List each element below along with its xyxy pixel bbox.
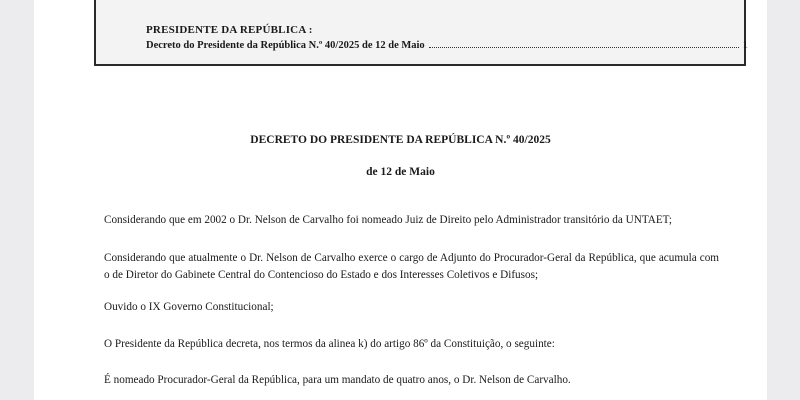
paragraph-considerando-2: Considerando que atualmente o Dr. Nelson de Carvalho exerce o cargo de Adjunto do Procurador-Geral da República, que acumula com o de Diretor do Gabinete Central do Contencioso do Estado e dos Interesses Coletivos e Difusos;: [104, 252, 719, 281]
summary-heading: PRESIDENTE DA REPÚBLICA :: [146, 24, 313, 36]
paragraph-considerando-1: Considerando que em 2002 o Dr. Nelson de Carvalho foi nomeado Juiz de Direito pelo Administrador transitório da UNTAET;: [104, 214, 672, 226]
decree-date: de 12 de Maio: [366, 166, 435, 178]
summary-entry[interactable]: [146, 40, 748, 51]
decree-title: DECRETO DO PRESIDENTE DA REPÚBLICA N.º 40/2025: [250, 134, 551, 146]
paragraph-ouvido: Ouvido o IX Governo Constitucional;: [104, 301, 274, 313]
summary-entry-text: Decreto do Presidente da República N.º 40/2025 de 12 de Maio: [146, 40, 425, 51]
summary-page-number: 1: [742, 40, 748, 51]
summary-box: [94, 0, 746, 66]
paragraph-decreta: O Presidente da República decreta, nos termos da alinea k) do artigo 86º da Constituição, o seguinte:: [104, 338, 555, 350]
leader-dots: [429, 46, 739, 48]
document-page: [34, 0, 767, 400]
paragraph-nomeacao: É nomeado Procurador-Geral da República, para um mandato de quatro anos, o Dr. Nelson de Carvalho.: [104, 374, 571, 386]
